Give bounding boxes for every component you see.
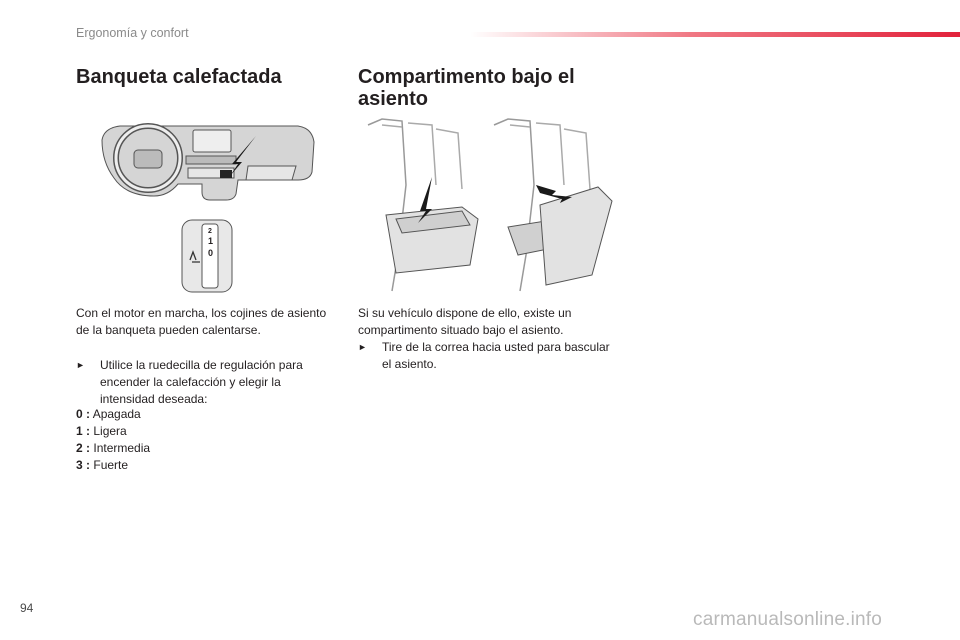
under-seat-compartment-title: Compartimento bajo el asiento — [358, 66, 575, 110]
level-item: 1 : Ligera — [76, 424, 127, 438]
seat-illustration-open — [488, 115, 618, 293]
section-label: Ergonomía y confort — [76, 26, 189, 40]
seat-illustration-closed — [362, 115, 482, 293]
page-number: 94 — [20, 601, 34, 615]
level-item: 0 : Apagada — [76, 407, 141, 421]
triangle-right-icon: ► — [358, 342, 367, 352]
watermark: carmanualsonline.info — [693, 609, 883, 630]
dashboard-illustration — [98, 118, 318, 202]
header-accent-bar — [470, 32, 960, 37]
level-item: 3 : Fuerte — [76, 458, 129, 472]
knob-label-1: 1 — [208, 236, 214, 246]
knob-label-2: 2 — [208, 228, 212, 235]
knob-label-0: 0 — [208, 248, 214, 258]
under-seat-bullet: ► Tire de la correa hacia usted para bascular el asiento. — [358, 340, 610, 371]
level-item: 2 : Intermedia — [76, 441, 151, 455]
heated-bench-intro: Con el motor en marcha, los cojines de asiento de la banqueta pueden calentarse. — [76, 306, 327, 337]
triangle-right-icon: ► — [76, 360, 85, 370]
heat-levels-list — [76, 406, 150, 474]
heated-bench-title: Banqueta calefactada — [76, 66, 282, 88]
under-seat-intro: Si su vehículo dispone de ello, existe un compartimento situado bajo el asiento. — [358, 306, 572, 337]
heated-bench-bullet: ► Utilice la ruedecilla de regulación para encender la calefacción y elegir la intensidad deseada: — [76, 358, 303, 406]
heat-knob-illustration — [180, 218, 234, 294]
